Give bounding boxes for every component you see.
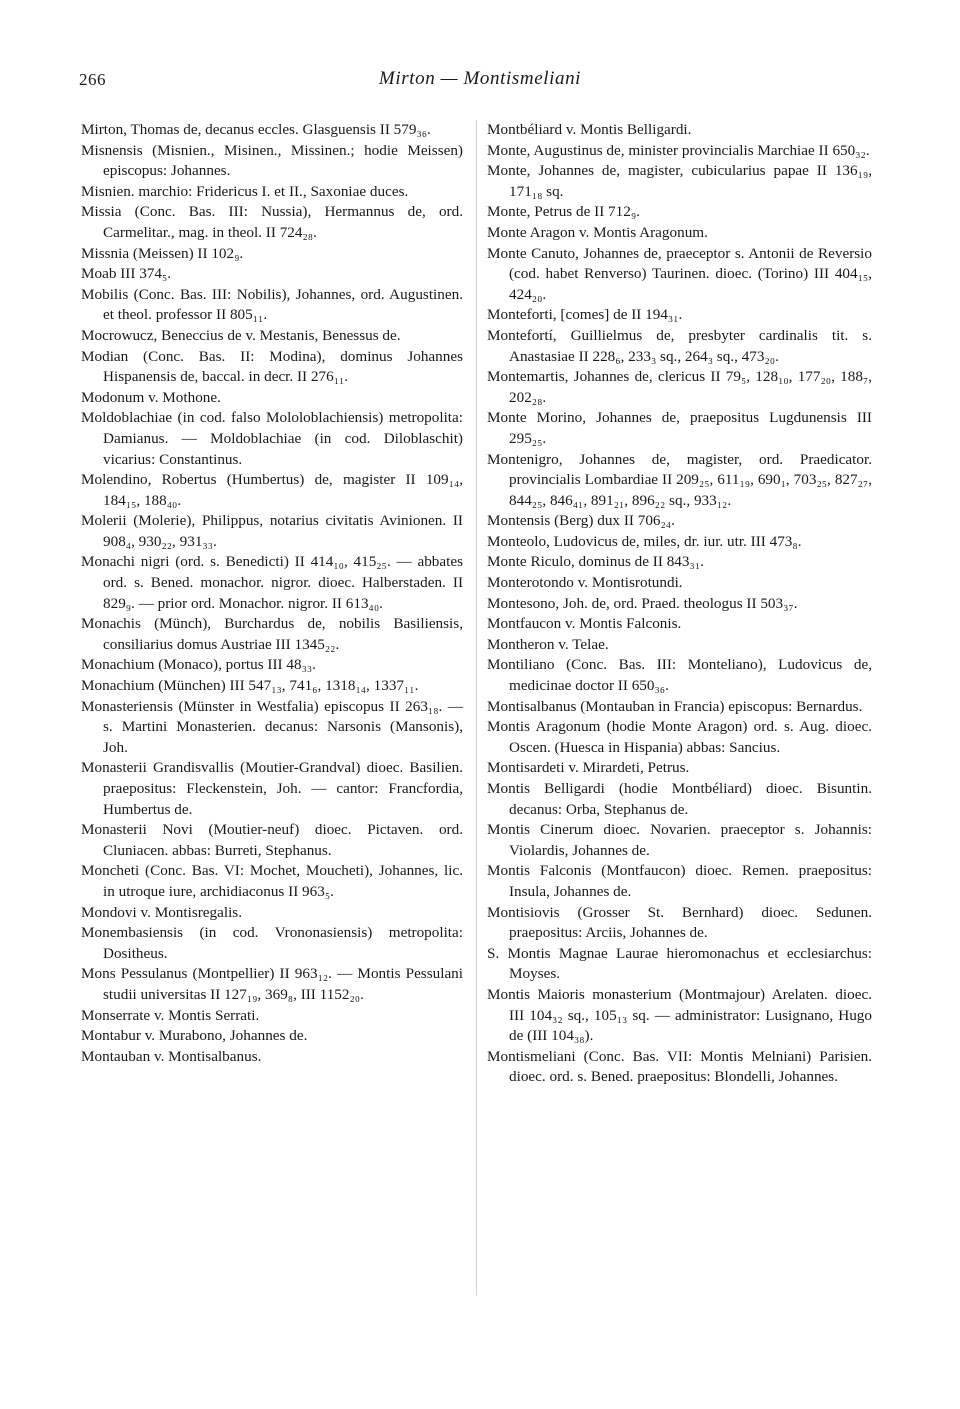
index-entry: Montis Aragonum (hodie Monte Aragon) ord. s. Aug. dioec. Oscen. (Huesca in Hispania) abbas: Sancius. <box>487 718 872 756</box>
index-entry: Missia (Conc. Bas. III: Nussia), Hermannus de, ord. Carmelitar., mag. in theol. II 724₂₈. <box>81 203 463 241</box>
running-head: Mirton — Montismeliani <box>378 68 582 89</box>
index-entry: Montis Belligardi (hodie Montbéliard) dioec. Bisuntin. decanus: Orba, Stephanus de. <box>487 780 872 818</box>
index-entry: Montis Cinerum dioec. Novarien. praeceptor s. Johannis: Violardis, Johannes de. <box>487 821 872 859</box>
index-entry: Monte, Johannes de, magister, cubicularius papae II 136₁₉, 171₁₈ sq. <box>487 162 872 200</box>
index-entry: Montenigro, Johannes de, magister, ord. Praedicator. provincialis Lombardiae II 209₂₅, 611₁₉, 690₁, 703₂₅, 827₂₇, 844₂₅, 846₄₁, 891₂₁, 896₂₂ sq., 933₁₂. <box>487 450 872 509</box>
index-entry: Monte, Petrus de II 712₉. <box>487 203 640 221</box>
index-entry: Monachium (München) III 547₁₃, 741₆, 1318₁₄, 1337₁₁. <box>81 677 419 695</box>
index-entry: Montesono, Joh. de, ord. Praed. theologus II 503₃₇. <box>487 594 798 612</box>
index-entry: Mobilis (Conc. Bas. III: Nobilis), Johannes, ord. Augustinen. et theol. professor II 805₁₁. <box>81 285 463 324</box>
index-entry: Missnia (Meissen) II 102₉. <box>81 244 244 262</box>
index-entry: Montensis (Berg) dux II 706₂₄. <box>487 512 675 530</box>
index-entry: Monasteriensis (Münster in Westfalia) episcopus II 263₁₈. — s. Martini Monasterien. decanus: Narsonis (Mansonis), Joh. <box>81 697 463 756</box>
index-entry: Montefortí, Guillielmus de, presbyter cardinalis tit. s. Anastasiae II 228₆, 233₃ sq., 264₃ sq., 473₂₀. <box>487 326 872 365</box>
index-entry: Monasterii Grandisvallis (Moutier-Grandval) dioec. Basilien. praepositus: Fleckenstein, Joh. — cantor: Francfordia, Humbertus de. <box>81 759 463 818</box>
index-entry: Montabur v. Murabono, Johannes de. <box>81 1027 308 1045</box>
column-rule <box>476 120 477 1295</box>
index-entry: Monte Aragon v. Montis Aragonum. <box>487 223 708 241</box>
index-entry: Montiliano (Conc. Bas. III: Monteliano), Ludovicus de, medicinae doctor II 650₃₆. <box>487 656 872 695</box>
index-entry: Monte Riculo, dominus de II 843₃₁. <box>487 553 704 571</box>
left-column <box>81 120 463 1067</box>
index-entry: Montis Maioris monasterium (Montmajour) Arelaten. dioec. III 104₃₂ sq., 105₁₃ sq. — administrator: Lusignano, Hugo de (III 104₃₈). <box>487 985 872 1045</box>
index-entry: Montheron v. Telae. <box>487 635 609 653</box>
index-entry: Monte, Augustinus de, minister provincialis Marchiae II 650₃₂. <box>487 141 870 159</box>
right-column <box>487 120 872 1088</box>
index-entry: Montismeliani (Conc. Bas. VII: Montis Melniani) Parisien. dioec. ord. s. Bened. praepositus: Blondelli, Johannes. <box>487 1047 872 1086</box>
index-entry: Molerii (Molerie), Philippus, notarius civitatis Avinionen. II 908₄, 930₂₂, 931₃₃. <box>81 512 463 550</box>
index-entry: Montfaucon v. Montis Falconis. <box>487 615 682 633</box>
index-entry: Moldoblachiae (in cod. falso Mololoblachiensis) metropolita: Damianus. — Moldoblachiae (in cod. Diloblaschit) vicarius: Constantinus. <box>81 409 463 468</box>
index-entry: Montisalbanus (Montauban in Francia) episcopus: Bernardus. <box>487 697 863 715</box>
index-entry: Monte Morino, Johannes de, praepositus Lugdunensis III 295₂₅. <box>487 409 872 447</box>
index-entry: Monteolo, Ludovicus de, miles, dr. iur. utr. III 473₈. <box>487 532 802 550</box>
index-entry: Monserrate v. Montis Serrati. <box>81 1006 260 1024</box>
index-entry: Monembasiensis (in cod. Vrononasiensis) metropolita: Dositheus. <box>81 924 463 962</box>
index-entry: Monasterii Novi (Moutier-neuf) dioec. Pictaven. ord. Cluniacen. abbas: Burreti, Stephanus. <box>81 821 463 859</box>
index-entry: Monte Canuto, Johannes de, praeceptor s. Antonii de Reversio (cod. habet Renverso) Taurinen. dioec. (Torino) III 404₁₅, 424₂₀. <box>487 244 872 303</box>
index-entry: Montemartis, Johannes de, clericus II 79₅, 128₁₀, 177₂₀, 188₇, 202₂₈. <box>487 368 872 406</box>
index-entry: Monachi nigri (ord. s. Benedicti) II 414₁₀, 415₂₅. — abbates ord. s. Bened. monachor. nigror. dioec. Halberstaden. II 829₉. — prior ord. Monachor. nigror. II 613₄₀. <box>81 553 463 612</box>
index-entry: Molendino, Robertus (Humbertus) de, magister II 109₁₄, 184₁₅, 188₄₀. <box>81 471 463 509</box>
index-entry: Monachium (Monaco), portus III 48₃₃. <box>81 656 316 674</box>
index-entry: Mocrowucz, Beneccius de v. Mestanis, Benessus de. <box>81 326 401 344</box>
index-entry: Mons Pessulanus (Montpellier) II 963₁₂. — Montis Pessulani studii universitas II 127₁₉, 369₈, III 1152₂₀. <box>81 965 463 1003</box>
index-entry: Modian (Conc. Bas. II: Modina), dominus Johannes Hispanensis de, baccal. in decr. II 276₁₁. <box>81 347 463 386</box>
index-entry: Monterotondo v. Montisrotundi. <box>487 574 683 592</box>
index-entry: Moab III 374₅. <box>81 265 172 283</box>
index-entry: Modonum v. Mothone. <box>81 388 221 406</box>
index-entry: Montauban v. Montisalbanus. <box>81 1047 262 1065</box>
index-entry: Monachis (Münch), Burchardus de, nobilis Basiliensis, consiliarius domus Austriae III 1345₂₂. <box>81 615 463 653</box>
index-entry: Misnien. marchio: Fridericus I. et II., Saxoniae duces. <box>81 182 409 200</box>
index-entry: Montis Falconis (Montfaucon) dioec. Remen. praepositus: Insula, Johannes de. <box>487 862 872 900</box>
index-entry: Monteforti, [comes] de II 194₃₁. <box>487 306 683 324</box>
index-entry: Montbéliard v. Montis Belligardi. <box>487 121 692 138</box>
index-entry: Moncheti (Conc. Bas. VI: Mochet, Moucheti), Johannes, lic. in utroque iure, archidiaconus II 963₅. <box>81 862 463 900</box>
index-entry: S. Montis Magnae Laurae hieromonachus et ecclesiarchus: Moyses. <box>487 944 872 983</box>
page-number: 266 <box>79 70 106 89</box>
index-entry: Montisiovis (Grosser St. Bernhard) dioec. Sedunen. praepositus: Arciis, Johannes de. <box>487 903 872 942</box>
index-entry: Montisardeti v. Mirardeti, Petrus. <box>487 759 690 777</box>
index-entry: Misnensis (Misnien., Misinen., Missinen.; hodie Meissen) episcopus: Johannes. <box>81 141 463 180</box>
index-entry: Mirton, Thomas de, decanus eccles. Glasguensis II 579₃₆. <box>81 121 431 138</box>
index-entry: Mondovi v. Montisregalis. <box>81 903 243 921</box>
